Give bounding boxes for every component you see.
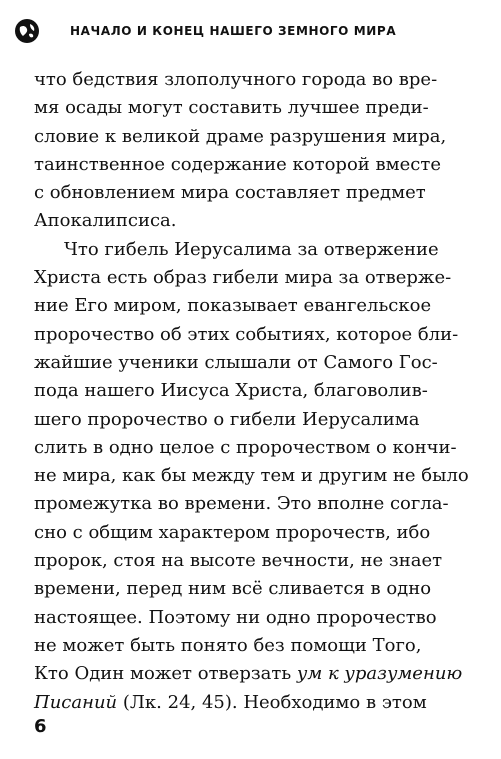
text-line: времени, перед ним всё сливается в одно <box>34 578 432 600</box>
text-line: пода нашего Иисуса Христа, благоволив- <box>34 380 428 402</box>
text-line: пророк, стоя на высоте вечности, не знает <box>34 550 443 572</box>
text-line: Апокалипсиса. <box>34 210 177 232</box>
text-line: настоящее. Поэтому ни одно пророчество <box>34 606 437 628</box>
text-line: шего пророчество о гибели Иерусалима <box>34 408 420 430</box>
text-line: с обновлением мира составляет предмет <box>34 182 426 204</box>
text-line: не может быть понято без помощи Того, <box>34 634 422 656</box>
text-line <box>34 660 484 688</box>
text-line: словие к великой драме разрушения мира, <box>34 125 447 147</box>
globe-emblem-icon <box>14 18 40 44</box>
text-line: Христа есть образ гибели мира за отверже- <box>34 267 452 289</box>
text-line <box>34 689 484 717</box>
body-text <box>34 66 484 717</box>
text-line: жайшие ученики слышали от Самого Гос- <box>34 351 438 373</box>
running-header-title: НАЧАЛО И КОНЕЦ НАШЕГО ЗЕМНОГО МИРА <box>70 24 397 38</box>
text-line: сно с общим характером пророчеств, ибо <box>34 521 431 543</box>
text-line: промежутка во времени. Это вполне согла- <box>34 493 449 515</box>
running-header <box>0 0 501 60</box>
italic-quote: Писаний <box>34 691 118 713</box>
text-line: пророчество об этих событиях, которое бли- <box>34 323 459 345</box>
text-span: (Лк. 24, 45). Необходимо в этом <box>117 691 427 713</box>
text-line: ние Его миром, показывает евангельское <box>34 295 432 317</box>
text-line: мя осады могут составить лучшее преди- <box>34 97 429 119</box>
text-line: таинственное содержание которой вместе <box>34 153 441 175</box>
page-number: 6 <box>34 716 47 737</box>
text-span: Кто Один может отверзать <box>34 663 297 685</box>
text-line: что бедствия злополучного города во вре- <box>34 69 438 90</box>
text-line: слить в одно целое с пророчеством о кончи- <box>34 436 457 458</box>
text-line: Что гибель Иерусалима за отвержение <box>64 238 439 260</box>
text-line: не мира, как бы между тем и другим не было <box>34 465 469 487</box>
italic-quote: ум к уразумению <box>296 663 463 685</box>
